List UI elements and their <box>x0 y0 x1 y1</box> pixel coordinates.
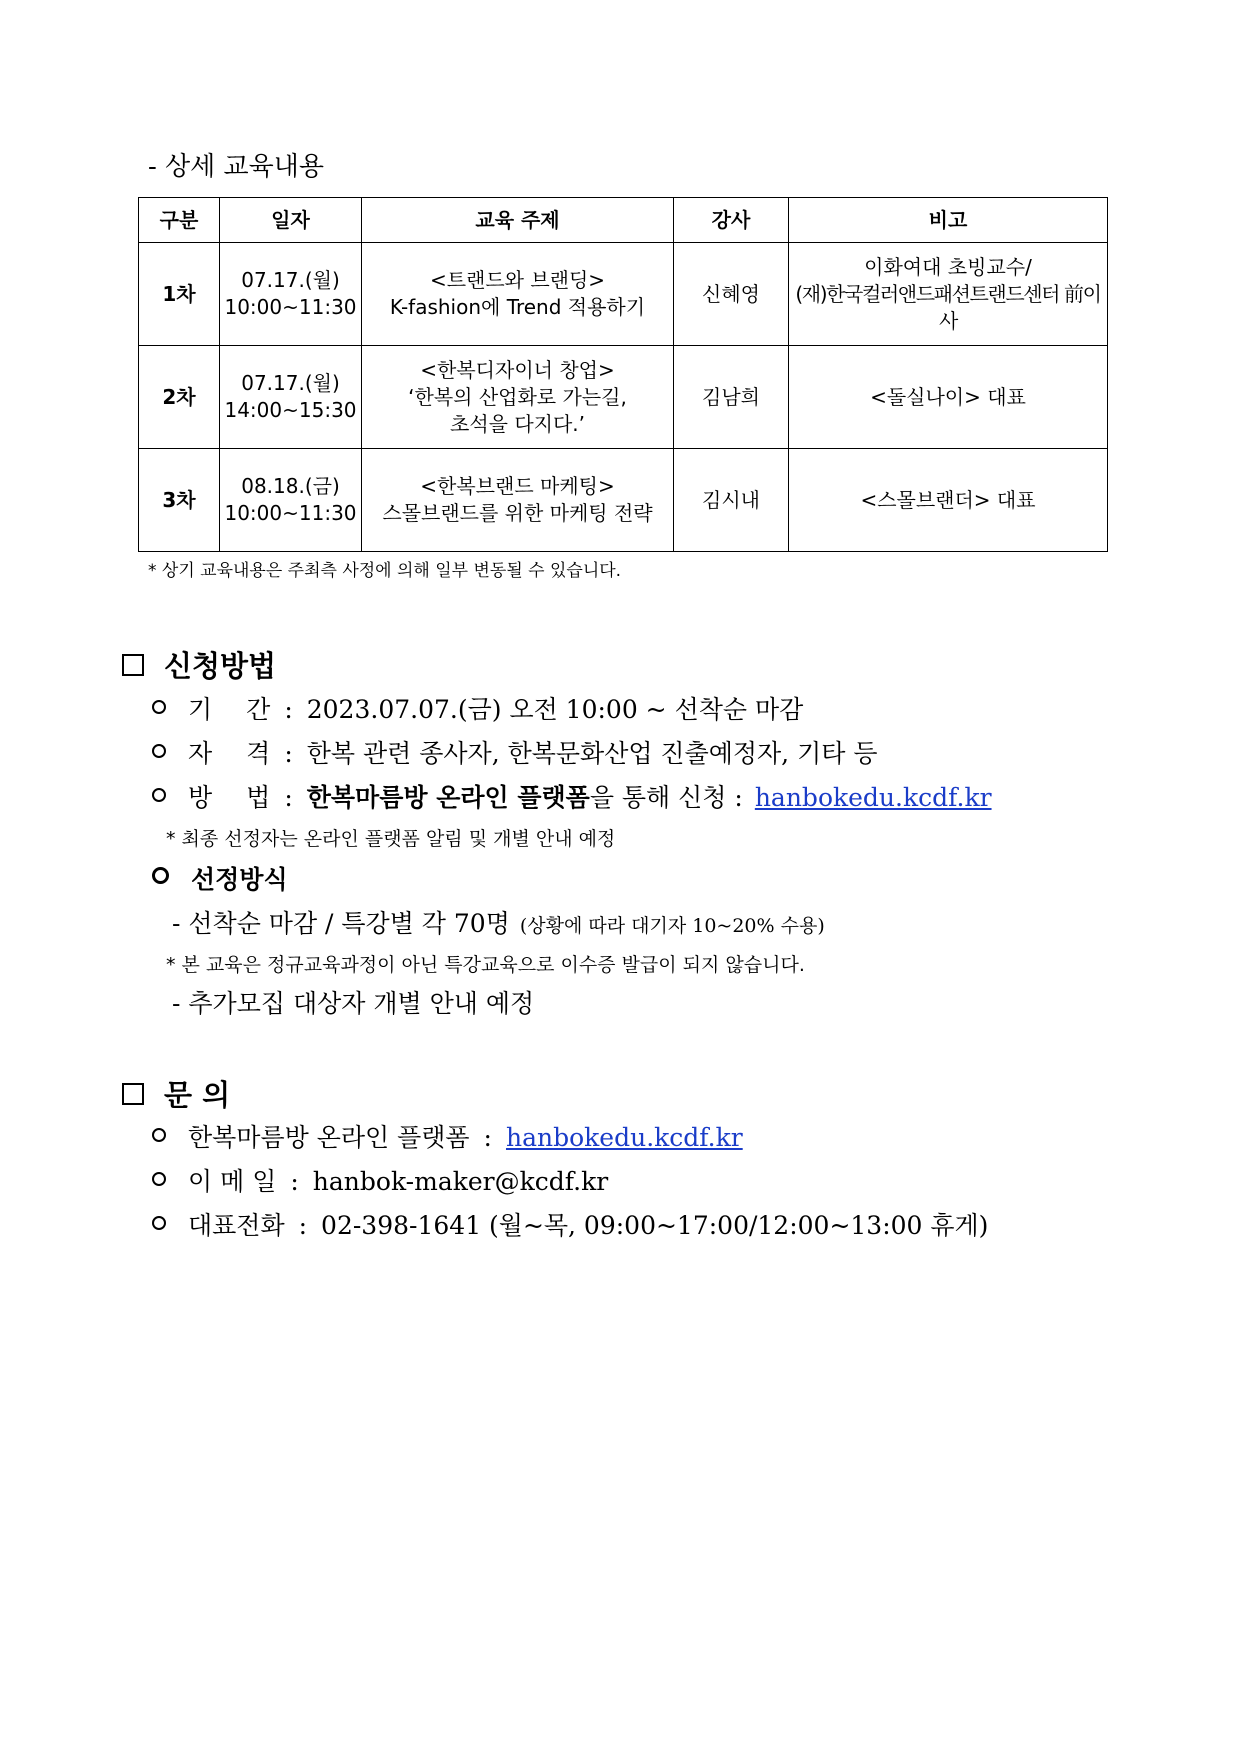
apply-qualification-row: 자 격 : 한복 관련 종사자, 한복문화산업 진출예정자, 기타 등 <box>152 734 877 770</box>
selection-row <box>172 904 825 940</box>
note-line: <스몰브랜더> 대표 <box>860 487 1036 512</box>
circle-bullet-icon <box>152 744 166 758</box>
contact-platform-label: 한복마름방 온라인 플랫폼 <box>188 1123 470 1152</box>
header-topic: 교육 주제 <box>362 198 674 243</box>
contact-email-label: 이 메 일 <box>188 1167 277 1196</box>
period-label-b: 간 <box>246 695 271 724</box>
method-label-a: 방 <box>188 783 213 812</box>
note-cell <box>789 243 1108 346</box>
round-cell: 1차 <box>139 243 220 346</box>
qual-label-b: 격 <box>246 739 271 768</box>
topic-cell <box>362 449 674 552</box>
square-bullet-icon <box>122 1083 144 1105</box>
topic-line: 스몰브랜드를 위한 마케팅 전략 <box>382 501 653 525</box>
apply-period-row: 기 간 : 2023.07.07.(금) 오전 10:00 ~ 선착순 마감 <box>152 690 803 726</box>
contact-phone-label: 대표전화 <box>188 1211 285 1240</box>
time-text: 14:00~15:30 <box>224 398 357 422</box>
header-date: 일자 <box>220 198 362 243</box>
contact-platform-link[interactable]: hanbokedu.kcdf.kr <box>505 1123 743 1152</box>
date-cell <box>220 243 362 346</box>
topic-line: <한복디자이너 창업> <box>420 357 615 382</box>
date-text: 07.17.(월) <box>241 371 340 395</box>
time-text: 10:00~11:30 <box>224 501 357 525</box>
contact-email-value: hanbok-maker@kcdf.kr <box>312 1167 609 1196</box>
contact-section-title <box>122 1073 230 1114</box>
selection-note: * 본 교육은 정규교육과정이 아닌 특강교육으로 이수증 발급이 되지 않습니다. <box>166 954 805 976</box>
topic-line: 초석을 다지다.’ <box>450 411 585 436</box>
qual-label-a: 자 <box>188 739 213 768</box>
square-bullet-icon <box>122 654 144 676</box>
apply-method-row: 방 법 : 한복마름방 온라인 플랫폼 을 통해 신청 : hanbokedu.kcdf.kr <box>152 778 992 814</box>
date-text: 08.18.(금) <box>241 474 340 498</box>
period-label-a: 기 <box>188 695 213 724</box>
header-note: 비고 <box>789 198 1108 243</box>
date-cell <box>220 346 362 449</box>
round-cell: 2차 <box>139 346 220 449</box>
circle-bullet-icon <box>152 700 166 714</box>
lecturer-cell: 김시내 <box>674 449 789 552</box>
method-label-b: 법 <box>246 783 271 812</box>
circle-bullet-icon <box>152 1216 166 1230</box>
circle-bullet-icon <box>152 788 166 802</box>
selection-title-row <box>152 860 288 896</box>
method-note: * 최종 선정자는 온라인 플랫폼 알림 및 개별 안내 예정 <box>166 828 616 850</box>
lecturer-cell: 김남희 <box>674 346 789 449</box>
circle-bullet-icon <box>152 867 169 884</box>
extra-recruit-row <box>172 984 534 1020</box>
table-footnote: * 상기 교육내용은 주최측 사정에 의해 일부 변동될 수 있습니다. <box>148 561 622 581</box>
apply-title-text: 신청방법 <box>164 649 277 683</box>
topic-cell <box>362 243 674 346</box>
contact-title-text: 문 의 <box>164 1078 231 1112</box>
topic-line: <한복브랜드 마케팅> <box>420 474 615 498</box>
method-suffix: 을 통해 신청 : <box>589 783 743 812</box>
header-lecturer: 강사 <box>674 198 789 243</box>
time-text: 10:00~11:30 <box>224 295 357 319</box>
circle-bullet-icon <box>152 1172 166 1186</box>
extra-line: - 추가모집 대상자 개별 안내 예정 <box>172 989 535 1018</box>
apply-link[interactable]: hanbokedu.kcdf.kr <box>754 783 992 812</box>
header-round: 구분 <box>139 198 220 243</box>
note-line: 이화여대 초빙교수/ <box>864 254 1032 279</box>
selection-line: - 선착순 마감 / 특강별 각 70명 <box>172 909 510 938</box>
method-platform: 한복마름방 온라인 플랫폼 <box>306 783 590 812</box>
table-header-row <box>139 198 1108 243</box>
round-cell: 3차 <box>139 449 220 552</box>
period-value: 2023.07.07.(금) 오전 10:00 ~ 선착순 마감 <box>306 695 804 724</box>
contact-phone-value: 02-398-1641 (월~목, 09:00~17:00/12:00~13:00 휴게) <box>321 1211 989 1240</box>
contact-email-row: 이 메 일 : hanbok-maker@kcdf.kr <box>152 1162 608 1198</box>
note-line: <돌실나이> 대표 <box>870 384 1026 409</box>
detail-heading: - 상세 교육내용 <box>148 152 325 182</box>
note-line: (재)한국컬러앤드패션트랜드센터 前이사 <box>795 281 1101 333</box>
lecturer-cell: 신혜영 <box>674 243 789 346</box>
note-cell <box>789 346 1108 449</box>
topic-line: <트랜드와 브랜딩> <box>429 268 606 292</box>
contact-platform-row: 한복마름방 온라인 플랫폼 : hanbokedu.kcdf.kr <box>152 1118 743 1154</box>
schedule-table <box>138 197 1108 552</box>
contact-phone-row: 대표전화 : 02-398-1641 (월~목, 09:00~17:00/12:00~13:00 휴게) <box>152 1206 988 1242</box>
topic-cell <box>362 346 674 449</box>
qual-value: 한복 관련 종사자, 한복문화산업 진출예정자, 기타 등 <box>306 739 878 768</box>
date-cell <box>220 449 362 552</box>
table-row <box>139 449 1108 552</box>
table-row <box>139 243 1108 346</box>
selection-title: 선정방식 <box>191 865 288 894</box>
date-text: 07.17.(월) <box>241 268 340 292</box>
circle-bullet-icon <box>152 1128 166 1142</box>
topic-line: ‘한복의 산업화로 가는길, <box>408 384 627 409</box>
apply-section-title <box>122 644 276 685</box>
selection-paren: (상황에 따라 대기자 10~20% 수용) <box>519 915 825 937</box>
topic-line: K-fashion에 Trend 적용하기 <box>389 295 646 319</box>
note-cell <box>789 449 1108 552</box>
table-row <box>139 346 1108 449</box>
